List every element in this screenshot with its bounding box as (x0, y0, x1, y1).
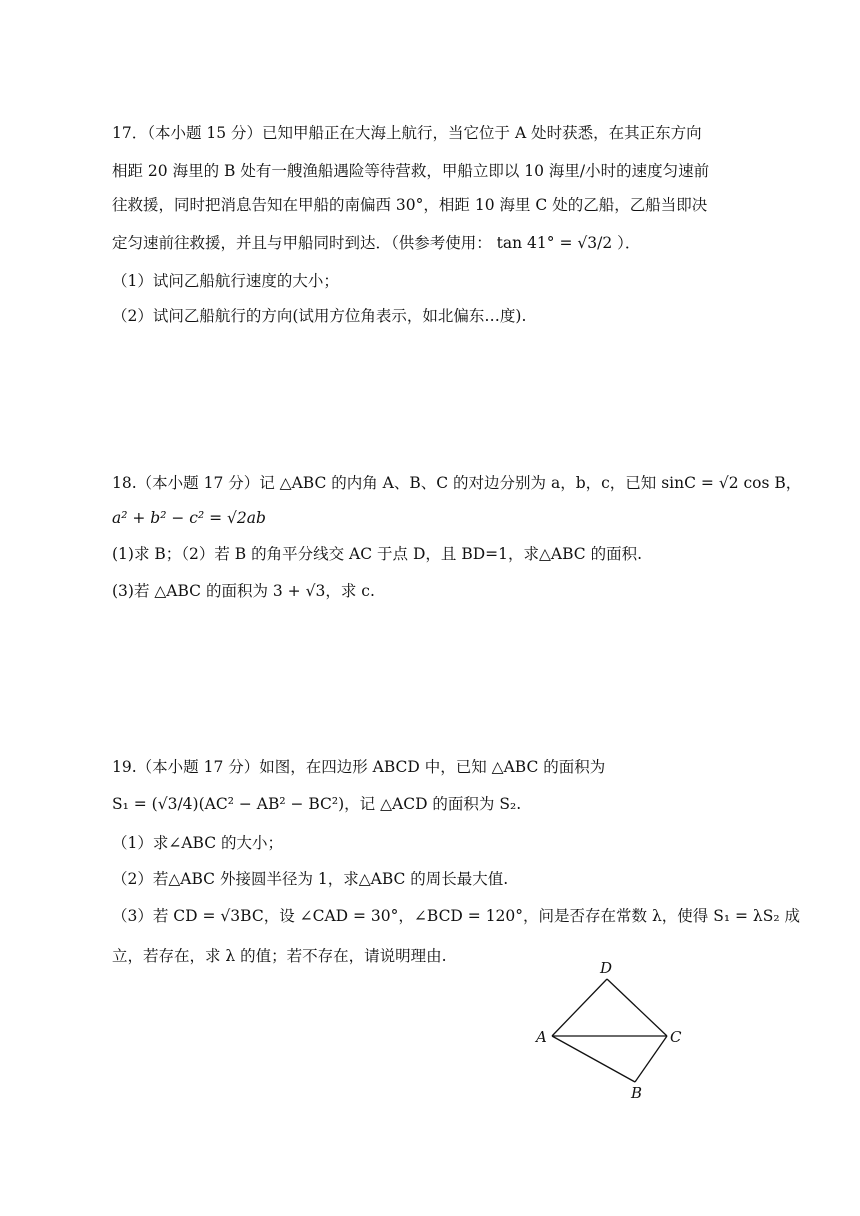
problem-19-part-3-cont: 立，若存在，求 λ 的值；若不存在，请说明理由. (112, 947, 447, 965)
edge-ab (552, 1036, 635, 1082)
problem-18-part-3: (3)若 △ABC 的面积为 3 + √3，求 c. (112, 582, 375, 600)
vertex-label-b: B (631, 1084, 643, 1102)
problem-19-line-1: 19.（本小题 17 分）如图，在四边形 ABCD 中，已知 △ABC 的面积为 (112, 758, 606, 776)
problem-17-line-2: 相距 20 海里的 B 处有一艘渔船遇险等待营救，甲船立即以 10 海里/小时的速度匀速前 (112, 162, 710, 180)
figure-edges (552, 979, 667, 1082)
edge-ad (552, 979, 607, 1036)
problem-18-equation: a² + b² − c² = √2ab (112, 509, 266, 527)
vertex-label-d: D (600, 959, 613, 977)
problem-17-line-3: 往救援，同时把消息告知在甲船的南偏西 30°，相距 10 海里 C 处的乙船，乙船当即决 (112, 196, 708, 214)
edge-dc (607, 979, 667, 1036)
edge-bc (635, 1036, 667, 1082)
problem-19-part-1: （1）求∠ABC 的大小； (112, 834, 284, 852)
problem-17-line-4: 定匀速前往救援，并且与甲船同时到达．（供参考使用： tan 41° = √3/2 ）． (112, 234, 641, 252)
problem-17-part-1: （1）试问乙船航行速度的大小； (112, 272, 339, 290)
problem-19-part-3: （3）若 CD = √3BC，设 ∠CAD = 30°，∠BCD = 120°，问是否存在常数 λ，使得 S₁ = λS₂ 成 (112, 907, 800, 925)
quadrilateral-figure (530, 956, 690, 1106)
problem-18-part-1-2: (1)求 B；（2）若 B 的角平分线交 AC 于点 D，且 BD=1，求△ABC 的面积. (112, 545, 642, 563)
problem-17-line-1: 17．（本小题 15 分）已知甲船正在大海上航行，当它位于 A 处时获悉，在其正东方向 (112, 124, 702, 142)
problem-18-line-1: 18.（本小题 17 分）记 △ABC 的内角 A、B、C 的对边分别为 a，b，c，已知 sinC = √2 cos B， (112, 474, 802, 492)
vertex-label-a: A (536, 1028, 547, 1046)
problem-17-part-2: （2）试问乙船航行的方向(试用方位角表示，如北偏东…度). (112, 307, 527, 325)
problem-19-line-2: S₁ = (√3/4)(AC² − AB² − BC²)，记 △ACD 的面积为 S₂. (112, 795, 522, 813)
problem-19-part-2: （2）若△ABC 外接圆半径为 1，求△ABC 的周长最大值. (112, 870, 509, 888)
vertex-label-c: C (670, 1028, 682, 1046)
